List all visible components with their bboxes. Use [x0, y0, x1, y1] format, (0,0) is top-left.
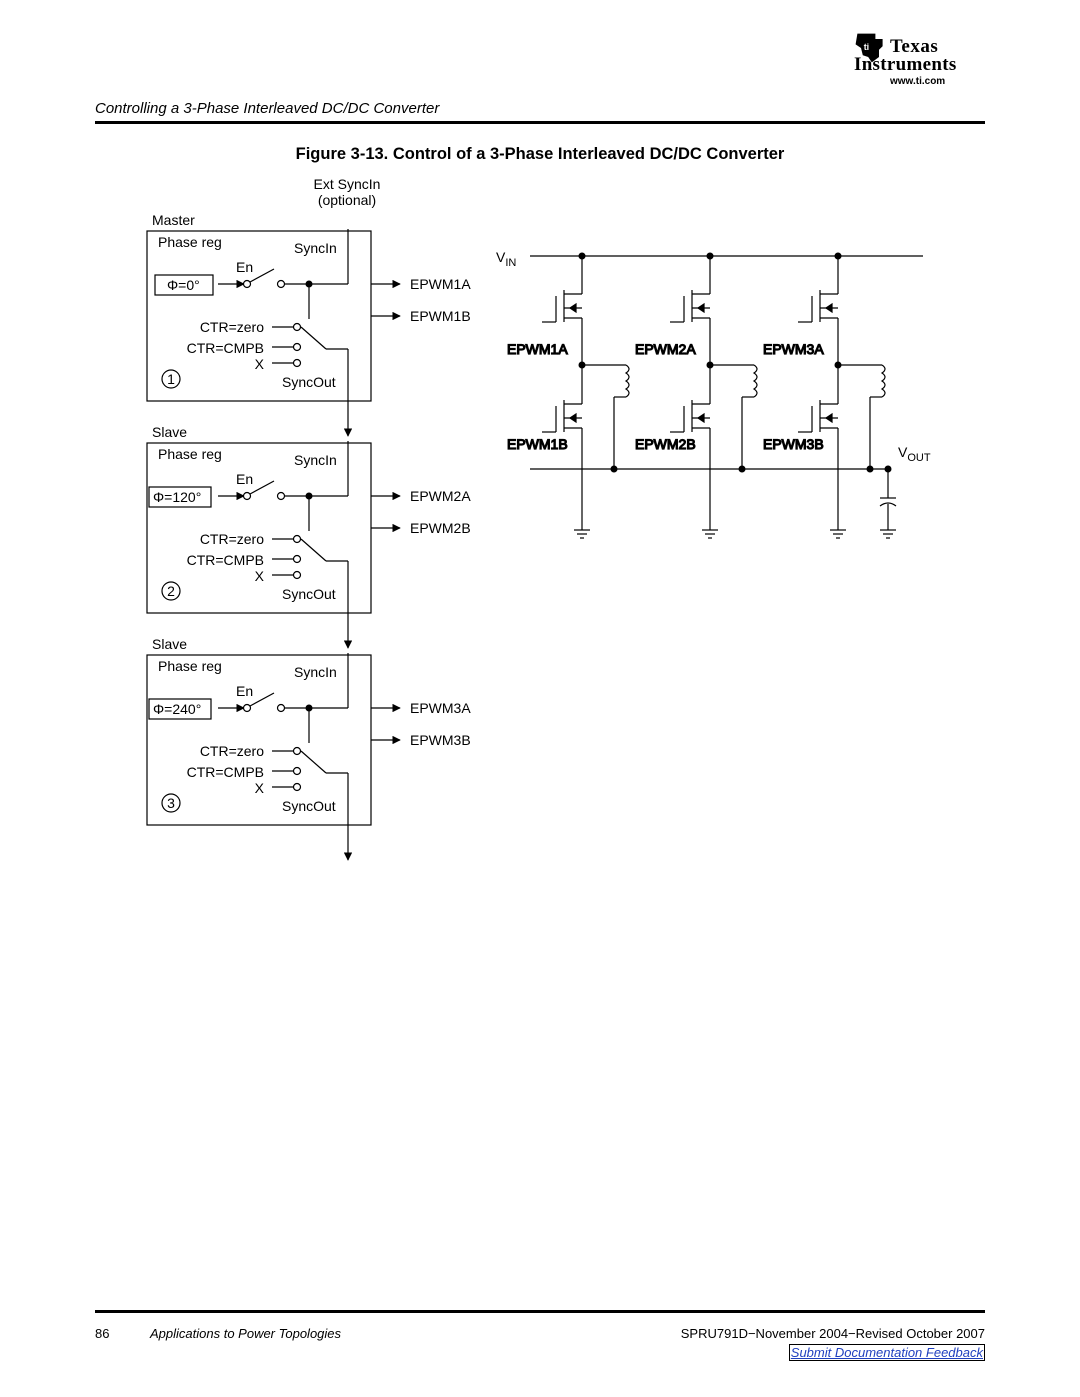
phase-reg-label: Phase reg [158, 658, 222, 674]
syncout-label: SyncOut [282, 374, 336, 390]
high-side-mosfet-icon [542, 282, 582, 330]
vout-label: $V_{OUT}$ [898, 444, 931, 464]
inductor-icon [754, 365, 757, 397]
en-label: En [236, 471, 254, 487]
ground-icon [574, 530, 590, 538]
syncout-label: SyncOut [282, 586, 336, 602]
epwm-module-3 [147, 636, 471, 860]
module-number: 1 [167, 371, 175, 387]
power-stage [507, 256, 923, 538]
output-a-label: EPWM1A [410, 276, 471, 292]
switch-terminal [278, 493, 285, 500]
syncin-label: SyncIn [294, 240, 337, 256]
selector-terminal [294, 536, 301, 543]
ground-icon [880, 530, 896, 538]
output-b-label: EPWM2B [410, 520, 471, 536]
submit-feedback-link[interactable]: Submit Documentation Feedback [790, 1345, 983, 1360]
syncout-selector-switch [301, 327, 326, 349]
switch-terminal [244, 493, 251, 500]
high-side-mosfet-icon [670, 282, 710, 330]
output-b-label: EPWM1B [410, 308, 471, 324]
ctr-cmpb-label: CTR=CMPB [186, 552, 264, 568]
selector-terminal [294, 768, 301, 775]
junction-dot [867, 466, 874, 473]
en-label: En [236, 259, 254, 275]
ctr-zero-label: CTR=zero [199, 743, 264, 759]
module-box [147, 231, 371, 401]
syncin-label: SyncIn [294, 664, 337, 680]
x-label: X [254, 356, 264, 372]
phase-leg-1 [507, 256, 629, 538]
logo-wordmark-line1: Texas [890, 36, 939, 57]
module-role-label: Slave [152, 636, 188, 652]
page-number: 86 [95, 1326, 110, 1341]
low-side-mosfet-icon [670, 392, 710, 440]
phase-leg-2 [635, 256, 757, 538]
ground-icon [702, 530, 718, 538]
phase-value: Φ=120° [153, 489, 202, 505]
switch-terminal [244, 281, 251, 288]
ctr-cmpb-label: CTR=CMPB [186, 340, 264, 356]
high-side-mosfet-icon [798, 282, 838, 330]
phase-reg-label: Phase reg [158, 234, 222, 250]
output-b-label: EPWM3B [410, 732, 471, 748]
junction-dot [579, 362, 586, 369]
ext-syncin-optional: (optional) [317, 192, 377, 208]
module-number: 3 [167, 795, 175, 811]
low-side-gate-label: EPWM3B [763, 436, 824, 452]
selector-terminal [294, 344, 301, 351]
junction-dot [835, 362, 842, 369]
section-title: Controlling a 3-Phase Interleaved DC/DC Converter [95, 100, 440, 117]
syncin-label: SyncIn [294, 452, 337, 468]
logo-wordmark-line2: Instruments [854, 54, 957, 75]
phase-reg-label: Phase reg [158, 446, 222, 462]
epwm-module-1 [147, 212, 471, 436]
ext-syncin-label: Ext SyncIn [313, 176, 381, 192]
output-a-label: EPWM3A [410, 700, 471, 716]
junction-dot [739, 466, 746, 473]
module-number: 2 [167, 583, 175, 599]
selector-terminal [294, 784, 301, 791]
header-url[interactable]: www.ti.com [890, 76, 946, 87]
document-id: SPRU791D−November 2004−Revised October 2007 [680, 1326, 985, 1341]
switch-terminal [244, 705, 251, 712]
junction-dot [707, 362, 714, 369]
inductor-icon [626, 365, 629, 397]
epwm-module-2 [147, 424, 471, 648]
switch-terminal [278, 281, 285, 288]
junction-dot [579, 253, 586, 260]
low-side-gate-label: EPWM1B [507, 436, 568, 452]
en-label: En [236, 683, 254, 699]
module-role-label: Slave [152, 424, 188, 440]
syncout-selector-switch [301, 751, 326, 773]
module-box [147, 655, 371, 825]
high-side-gate-label: EPWM1A [507, 341, 568, 357]
high-side-gate-label: EPWM3A [763, 341, 824, 357]
module-role-label: Master [152, 212, 195, 228]
selector-terminal [294, 556, 301, 563]
selector-terminal [294, 572, 301, 579]
junction-dot [707, 253, 714, 260]
enable-switch [250, 693, 274, 706]
low-side-gate-label: EPWM2B [635, 436, 696, 452]
phase-value: Φ=240° [153, 701, 202, 717]
ctr-cmpb-label: CTR=CMPB [186, 764, 264, 780]
x-label: X [254, 780, 264, 796]
switch-terminal [278, 705, 285, 712]
selector-terminal [294, 324, 301, 331]
ctr-zero-label: CTR=zero [199, 319, 264, 335]
phase-leg-3 [763, 256, 885, 538]
selector-terminal [294, 360, 301, 367]
ctr-zero-label: CTR=zero [199, 531, 264, 547]
module-box [147, 443, 371, 613]
svg-text:ti: ti [863, 41, 870, 52]
enable-switch [250, 481, 274, 494]
vout-node [885, 466, 892, 473]
footer-section-name: Applications to Power Topologies [150, 1326, 342, 1341]
phase-value: Φ=0° [167, 277, 200, 293]
output-a-label: EPWM2A [410, 488, 471, 504]
junction-dot [835, 253, 842, 260]
syncout-label: SyncOut [282, 798, 336, 814]
enable-switch [250, 269, 274, 282]
high-side-gate-label: EPWM2A [635, 341, 696, 357]
low-side-mosfet-icon [542, 392, 582, 440]
selector-terminal [294, 748, 301, 755]
syncout-selector-switch [301, 539, 326, 561]
junction-dot [611, 466, 618, 473]
footer-divider [95, 1310, 985, 1313]
x-label: X [254, 568, 264, 584]
low-side-mosfet-icon [798, 392, 838, 440]
inductor-icon [882, 365, 885, 397]
ground-icon [830, 530, 846, 538]
figure-title: Figure 3-13. Control of a 3-Phase Interleaved DC/DC Converter [295, 145, 785, 163]
vin-label: $V_{IN}$ [496, 249, 517, 269]
